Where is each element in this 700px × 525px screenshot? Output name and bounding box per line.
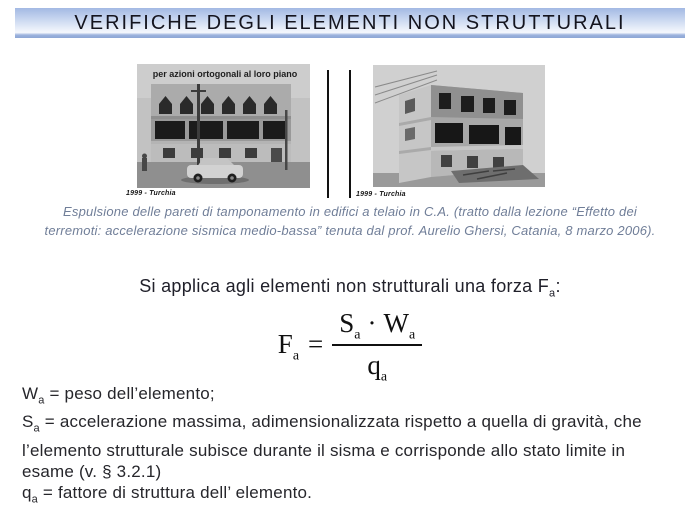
multiplication-dot: · bbox=[367, 308, 377, 338]
right-photo-illustration bbox=[373, 65, 545, 187]
definition-subscript: a bbox=[33, 422, 40, 435]
formula-fa bbox=[0, 308, 700, 385]
definition-symbol: S bbox=[22, 412, 34, 432]
title-banner bbox=[15, 8, 685, 38]
formula-lhs bbox=[277, 329, 300, 364]
definition-text: = peso dell’elemento; bbox=[44, 384, 215, 403]
statement-line bbox=[0, 276, 700, 300]
vertical-divider-line bbox=[349, 70, 351, 198]
vertical-divider-line bbox=[327, 70, 329, 198]
definition-qa bbox=[22, 482, 667, 510]
numerator-w-subscript: a bbox=[409, 327, 416, 343]
statement-text: Si applica agli elementi non strutturali una forza F bbox=[139, 276, 550, 296]
photo-description-caption: Espulsione delle pareti di tamponamento in edifici a telaio in C.A. (tratto dalla lezione “Effetto dei terremoti: accelerazione sismica medio-bassa” tenuta dal prof. Aurelio Ghersi, Catania, 8 marzo 2006). bbox=[44, 204, 656, 238]
definition-text: = fattore di struttura dell’ elemento. bbox=[37, 482, 313, 502]
denominator-symbol-q: q bbox=[367, 350, 381, 380]
definition-symbol: W bbox=[22, 384, 39, 403]
definition-symbol: q bbox=[22, 482, 32, 502]
numerator-symbol-w: W bbox=[383, 308, 409, 338]
photo-left-overlay-text: per azioni ortogonali al loro piano bbox=[152, 69, 298, 79]
formula-lhs-symbol: F bbox=[277, 329, 293, 359]
numerator-s-subscript: a bbox=[354, 327, 361, 343]
fraction-numerator bbox=[332, 308, 422, 346]
definition-sa bbox=[22, 411, 667, 481]
slide-title: VERIFICHE DEGLI ELEMENTI NON STRUTTURALI bbox=[74, 11, 626, 34]
photo-left-damaged-building bbox=[137, 64, 310, 188]
numerator-symbol-s: S bbox=[339, 308, 355, 338]
left-photo-illustration bbox=[137, 64, 310, 188]
formula-fraction bbox=[332, 308, 422, 385]
statement-subscript: a bbox=[549, 287, 556, 300]
photo-left-caption: 1999 - Turchia bbox=[126, 190, 176, 197]
photo-right-damaged-building bbox=[373, 65, 545, 187]
definition-subscript: a bbox=[38, 394, 45, 407]
definitions-block bbox=[22, 383, 667, 510]
definition-text: = accelerazione massima, adimensionalizzata rispetto a quella di gravità, che l’elemento strutturale subisce durante il sisma e corrisponde allo stato limite in esame (v. § 3.2.1) bbox=[22, 412, 642, 481]
equals-sign: = bbox=[308, 329, 324, 359]
definition-subscript: a bbox=[31, 493, 38, 506]
formula-lhs-subscript: a bbox=[292, 348, 300, 364]
fraction-denominator bbox=[367, 346, 388, 385]
denominator-q-subscript: a bbox=[380, 369, 388, 385]
definition-wa bbox=[22, 383, 667, 411]
photo-right-caption: 1999 - Turchia bbox=[356, 191, 406, 198]
statement-tail: : bbox=[555, 276, 561, 296]
